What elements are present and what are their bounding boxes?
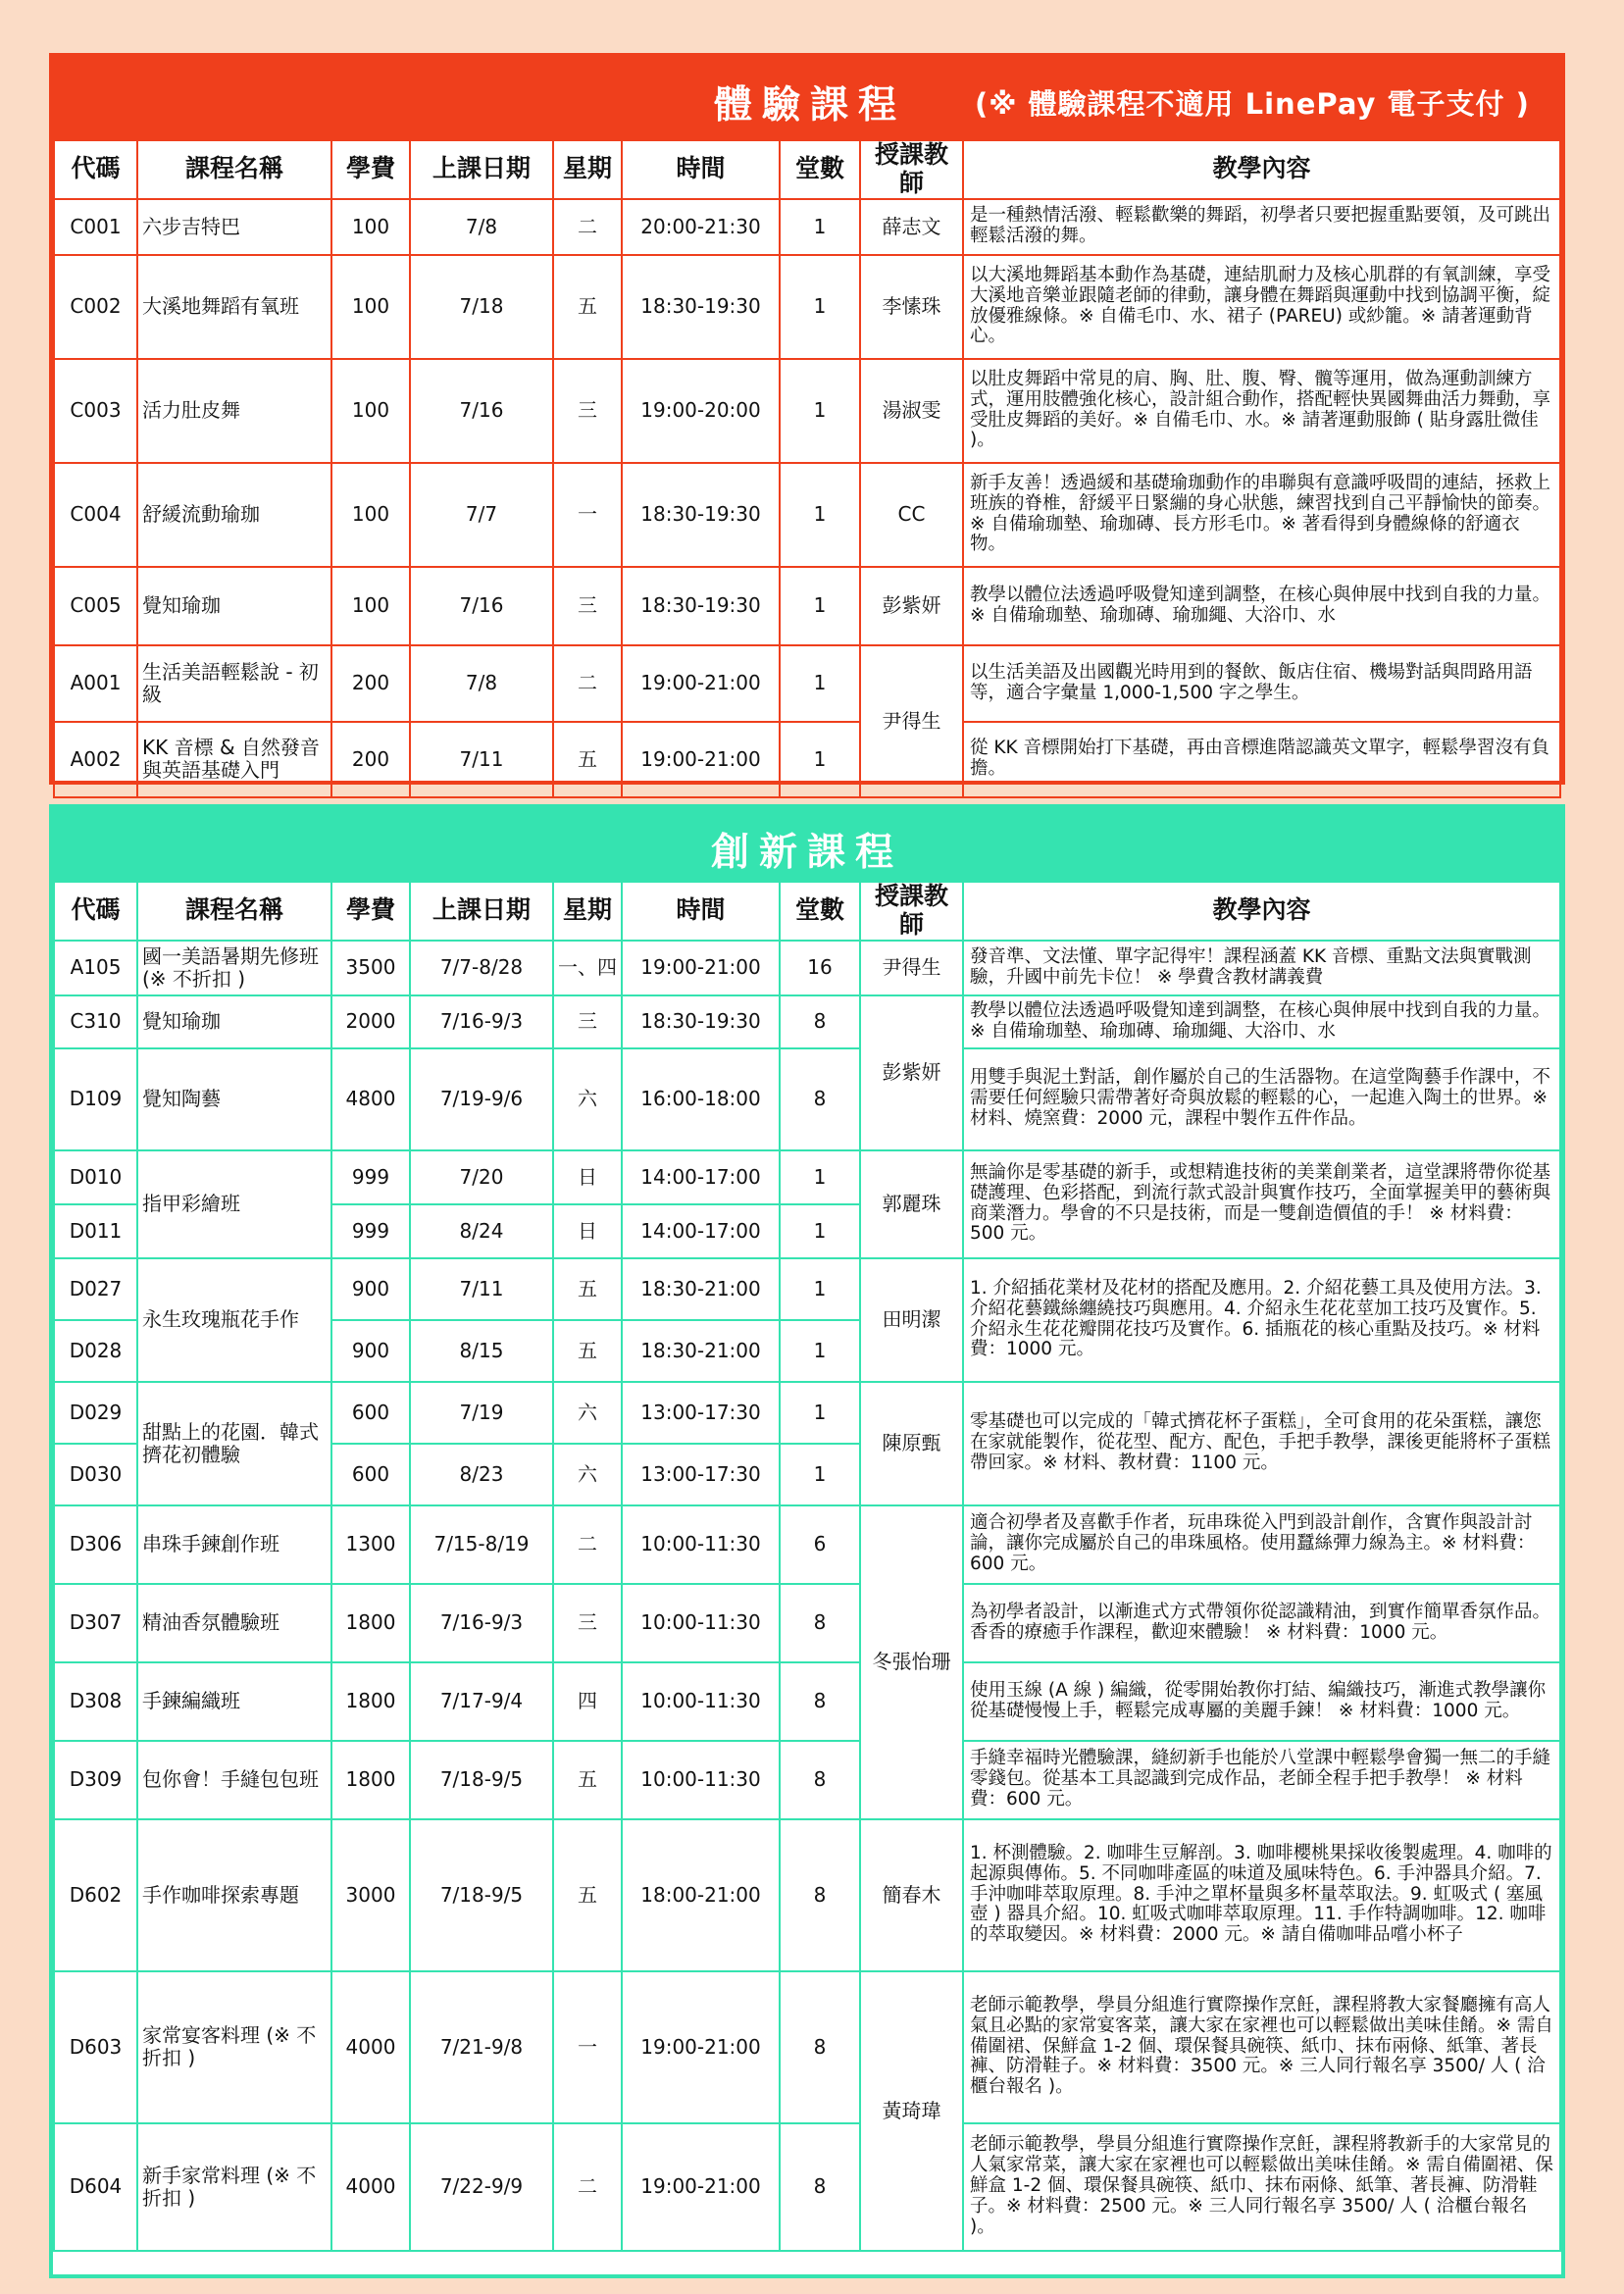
- course-time: 10:00-11:30: [622, 1662, 780, 1741]
- course-name: 精油香氛體驗班: [137, 1584, 331, 1662]
- course-code: D307: [54, 1584, 137, 1662]
- course-teacher: 黃琦瑋: [860, 1971, 963, 2251]
- course-date: 7/17-9/4: [410, 1662, 553, 1741]
- course-sessions: 1: [780, 359, 860, 463]
- course-sessions: 1: [780, 1258, 860, 1320]
- course-content: 老師示範教學，學員分組進行實際操作烹飪，課程將教大家餐廳擁有高人氣且必點的家常宴客菜，讓大家在家裡也可以輕鬆做出美味佳餚。※ 需自備圍裙、保鮮盒 1-2 個、環保餐具碗筷、紙巾、抹布兩條、紙筆、著長褲、防滑鞋子。※ 材料費：3500 元。※ 三人同行報名享 3500/ 人 ( 洽櫃台報名 )。: [963, 1971, 1560, 2123]
- course-day: 五: [553, 255, 622, 359]
- course-name: 串珠手鍊創作班: [137, 1505, 331, 1584]
- course-content: 從 KK 音標開始打下基礎，再由音標進階認識英文單字，輕鬆學習沒有負擔。: [963, 722, 1560, 797]
- innovation-header: [53, 808, 1561, 881]
- course-fee: 100: [331, 567, 410, 645]
- course-code: C001: [54, 199, 137, 255]
- table-row: [54, 2123, 1560, 2251]
- course-name: 手鍊編織班: [137, 1662, 331, 1741]
- course-day: 五: [553, 1819, 622, 1971]
- course-fee: 100: [331, 463, 410, 567]
- course-code: D603: [54, 1971, 137, 2123]
- column-header: 上課日期: [410, 140, 553, 199]
- table-row: [54, 1819, 1560, 1971]
- course-content: 老師示範教學，學員分組進行實際操作烹飪，課程將教新手的大家常見的人氣家常菜，讓大家在家裡也可以輕鬆做出美味佳餚。※ 需自備圍裙、保鮮盒 1-2 個、環保餐具碗筷、紙巾、抹布兩條、紙筆、著長褲、防滑鞋子。※ 材料費：2500 元。※ 三人同行報名享 3500/ 人 ( 洽櫃台報名 )。: [963, 2123, 1560, 2251]
- course-fee: 900: [331, 1258, 410, 1320]
- course-date: 8/23: [410, 1444, 553, 1505]
- course-date: 7/20: [410, 1150, 553, 1204]
- course-date: 7/16: [410, 359, 553, 463]
- course-content: 以大溪地舞蹈基本動作為基礎，連結肌耐力及核心肌群的有氧訓練，享受大溪地音樂並跟隨老師的律動，讓身體在舞蹈與運動中找到協調平衡，綻放優雅線條。※ 自備毛巾、水、裙子 (PAREU) 或紗籠。※ 請著運動背心。: [963, 255, 1560, 359]
- course-name: 舒緩流動瑜珈: [137, 463, 331, 567]
- course-code: D306: [54, 1505, 137, 1584]
- course-content: 新手友善！透過緩和基礎瑜珈動作的串聯與有意識呼吸間的連結，拯救上班族的脊椎，舒緩平日緊繃的身心狀態，練習找到自己平靜愉快的節奏。※ 自備瑜珈墊、瑜珈磚、長方形毛巾。※ 著看得到身體線條的舒適衣物。: [963, 463, 1560, 567]
- course-content: 1. 介紹插花業材及花材的搭配及應用。2. 介紹花藝工具及使用方法。3. 介紹花藝鐵絲纏繞技巧與應用。4. 介紹永生花花莖加工技巧及實作。5. 介紹永生花花瓣開花技巧及實作。6. 插瓶花的核心重點及技巧。※ 材料費：1000 元。: [963, 1258, 1560, 1382]
- course-name: 大溪地舞蹈有氧班: [137, 255, 331, 359]
- course-sessions: 8: [780, 1584, 860, 1662]
- course-name: 生活美語輕鬆說 - 初級: [137, 645, 331, 722]
- course-code: D029: [54, 1382, 137, 1444]
- course-name: 永生玫瑰瓶花手作: [137, 1258, 331, 1382]
- course-time: 13:00-17:30: [622, 1382, 780, 1444]
- course-fee: 4000: [331, 1971, 410, 2123]
- course-date: 8/24: [410, 1204, 553, 1258]
- course-name: 覺知陶藝: [137, 1048, 331, 1150]
- course-code: C002: [54, 255, 137, 359]
- experience-section: [49, 53, 1565, 785]
- course-time: 18:30-19:30: [622, 255, 780, 359]
- table-row: [54, 255, 1560, 359]
- course-teacher: 田明潔: [860, 1258, 963, 1382]
- course-sessions: 8: [780, 2123, 860, 2251]
- course-sessions: 1: [780, 1444, 860, 1505]
- course-day: 二: [553, 645, 622, 722]
- course-time: 18:30-19:30: [622, 995, 780, 1048]
- course-sessions: 8: [780, 995, 860, 1048]
- course-time: 10:00-11:30: [622, 1584, 780, 1662]
- course-day: 三: [553, 359, 622, 463]
- course-day: 一: [553, 1971, 622, 2123]
- course-time: 19:00-21:00: [622, 1971, 780, 2123]
- table-row: [54, 1258, 1560, 1320]
- course-date: 7/11: [410, 1258, 553, 1320]
- course-fee: 200: [331, 722, 410, 797]
- course-fee: 3000: [331, 1819, 410, 1971]
- course-teacher: 李愫珠: [860, 255, 963, 359]
- course-name: 新手家常料理 (※ 不折扣 ): [137, 2123, 331, 2251]
- table-row: [54, 199, 1560, 255]
- table-row: [54, 1662, 1560, 1741]
- course-sessions: 1: [780, 255, 860, 359]
- course-sessions: 1: [780, 199, 860, 255]
- course-date: 7/18-9/5: [410, 1741, 553, 1819]
- course-content: 使用玉線 (A 線 ) 編織，從零開始教你打結、編織技巧，漸進式教學讓你從基礎慢慢上手，輕鬆完成專屬的美麗手鍊！ ※ 材料費：1000 元。: [963, 1662, 1560, 1741]
- course-name: 活力肚皮舞: [137, 359, 331, 463]
- course-sessions: 1: [780, 463, 860, 567]
- course-teacher: 彭紫妍: [860, 995, 963, 1150]
- course-content: 發音準、文法懂、單字記得牢！課程涵蓋 KK 音標、重點文法與實戰測驗，升國中前先卡位！ ※ 學費含教材講義費: [963, 941, 1560, 995]
- course-fee: 1800: [331, 1662, 410, 1741]
- course-teacher: CC: [860, 463, 963, 567]
- course-fee: 100: [331, 359, 410, 463]
- table-row: [54, 1741, 1560, 1819]
- course-day: 一: [553, 463, 622, 567]
- course-date: 7/22-9/9: [410, 2123, 553, 2251]
- course-sessions: 1: [780, 645, 860, 722]
- table-row: [54, 995, 1560, 1048]
- course-content: 無論你是零基礎的新手，或想精進技術的美業創業者，這堂課將帶你從基礎護理、色彩搭配，到流行款式設計與實作技巧，全面掌握美甲的藝術與商業潛力。學會的不只是技術，而是一雙創造價值的手！ ※ 材料費：500 元。: [963, 1150, 1560, 1258]
- course-day: 六: [553, 1382, 622, 1444]
- course-sessions: 1: [780, 722, 860, 797]
- course-date: 7/21-9/8: [410, 1971, 553, 2123]
- course-name: KK 音標 & 自然發音與英語基礎入門: [137, 722, 331, 797]
- table-row: [54, 1584, 1560, 1662]
- course-teacher: 彭紫妍: [860, 567, 963, 645]
- course-fee: 999: [331, 1150, 410, 1204]
- course-code: D109: [54, 1048, 137, 1150]
- course-sessions: 1: [780, 1204, 860, 1258]
- course-fee: 1300: [331, 1505, 410, 1584]
- course-name: 家常宴客料理 (※ 不折扣 ): [137, 1971, 331, 2123]
- experience-table: [53, 139, 1561, 798]
- column-header: 授課教師: [860, 882, 963, 941]
- column-header: 學費: [331, 140, 410, 199]
- course-teacher: 冬張怡珊: [860, 1505, 963, 1819]
- course-time: 19:00-21:00: [622, 2123, 780, 2251]
- course-day: 二: [553, 2123, 622, 2251]
- course-time: 18:00-21:00: [622, 1819, 780, 1971]
- course-day: 四: [553, 1662, 622, 1741]
- table-row: [54, 463, 1560, 567]
- course-date: 7/18: [410, 255, 553, 359]
- course-content: 零基礎也可以完成的「韓式擠花杯子蛋糕」，全可食用的花朵蛋糕，讓您在家就能製作，從花型、配方、配色，手把手教學，課後更能將杯子蛋糕帶回家。※ 材料、教材費：1100 元。: [963, 1382, 1560, 1505]
- course-code: D010: [54, 1150, 137, 1204]
- course-fee: 4000: [331, 2123, 410, 2251]
- table-row: [54, 359, 1560, 463]
- course-content: 手縫幸福時光體驗課，縫紉新手也能於八堂課中輕鬆學會獨一無二的手縫零錢包。從基本工具認識到完成作品，老師全程手把手教學！ ※ 材料費：600 元。: [963, 1741, 1560, 1819]
- column-header: 授課教師: [860, 140, 963, 199]
- course-fee: 600: [331, 1444, 410, 1505]
- course-time: 16:00-18:00: [622, 1048, 780, 1150]
- course-fee: 1800: [331, 1584, 410, 1662]
- course-day: 五: [553, 1258, 622, 1320]
- course-code: D011: [54, 1204, 137, 1258]
- course-fee: 4800: [331, 1048, 410, 1150]
- course-sessions: 6: [780, 1505, 860, 1584]
- course-code: A001: [54, 645, 137, 722]
- course-content: 以肚皮舞蹈中常見的肩、胸、肚、腹、臀、髖等運用，做為運動訓練方式，運用肢體強化核心，設計組合動作，搭配輕快異國舞曲活力舞動，享受肚皮舞蹈的美好。※ 自備毛巾、水。※ 請著運動服飾 ( 貼身露肚微佳 )。: [963, 359, 1560, 463]
- innovation-section: [49, 804, 1565, 2278]
- course-name: 覺知瑜珈: [137, 567, 331, 645]
- innovation-header-row: [54, 882, 1560, 941]
- course-sessions: 8: [780, 1048, 860, 1150]
- course-day: 一、四: [553, 941, 622, 995]
- course-code: D027: [54, 1258, 137, 1320]
- course-sessions: 8: [780, 1662, 860, 1741]
- course-time: 14:00-17:00: [622, 1204, 780, 1258]
- column-header: 學費: [331, 882, 410, 941]
- course-code: D602: [54, 1819, 137, 1971]
- course-teacher: 薛志文: [860, 199, 963, 255]
- course-date: 7/19-9/6: [410, 1048, 553, 1150]
- course-fee: 999: [331, 1204, 410, 1258]
- course-fee: 100: [331, 255, 410, 359]
- experience-title: 體驗課程: [714, 83, 907, 127]
- course-time: 19:00-21:00: [622, 645, 780, 722]
- course-content: 為初學者設計，以漸進式方式帶領你從認識精油，到實作簡單香氛作品。香香的療癒手作課程，歡迎來體驗！ ※ 材料費：1000 元。: [963, 1584, 1560, 1662]
- course-code: A105: [54, 941, 137, 995]
- course-time: 18:30-21:00: [622, 1320, 780, 1382]
- course-time: 18:30-19:30: [622, 567, 780, 645]
- course-code: C310: [54, 995, 137, 1048]
- course-fee: 200: [331, 645, 410, 722]
- course-date: 8/15: [410, 1320, 553, 1382]
- course-fee: 1800: [331, 1741, 410, 1819]
- course-date: 7/11: [410, 722, 553, 797]
- table-row: [54, 722, 1560, 797]
- course-sessions: 1: [780, 1150, 860, 1204]
- course-time: 10:00-11:30: [622, 1505, 780, 1584]
- course-day: 六: [553, 1048, 622, 1150]
- course-fee: 2000: [331, 995, 410, 1048]
- column-header: 堂數: [780, 140, 860, 199]
- course-teacher: 郭麗珠: [860, 1150, 963, 1258]
- course-time: 18:30-19:30: [622, 463, 780, 567]
- table-row: [54, 1505, 1560, 1584]
- course-fee: 600: [331, 1382, 410, 1444]
- course-time: 19:00-20:00: [622, 359, 780, 463]
- course-date: 7/16-9/3: [410, 995, 553, 1048]
- course-name: 甜點上的花園．韓式擠花初體驗: [137, 1382, 331, 1505]
- course-teacher: 尹得生: [860, 645, 963, 797]
- course-name: 六步吉特巴: [137, 199, 331, 255]
- experience-note: (※ 體驗課程不適用 LinePay 電子支付 ): [975, 87, 1530, 121]
- course-content: 以生活美語及出國觀光時用到的餐飲、飯店住宿、機場對話與問路用語等，適合字彙量 1,000-1,500 字之學生。: [963, 645, 1560, 722]
- table-row: [54, 645, 1560, 722]
- course-content: 1. 杯測體驗。2. 咖啡生豆解剖。3. 咖啡櫻桃果採收後製處理。4. 咖啡的起源與傳佈。5. 不同咖啡產區的味道及風味特色。6. 手沖器具介紹。7. 手沖咖啡萃取原理。8. 手沖之單杯量與多杯量萃取法。9. 虹吸式 ( 塞風壺 ) 器具介紹。10. 虹吸式咖啡萃取原理。11. 手作特調咖啡。12. 咖啡的萃取變因。※ 材料費：2000 元。※ 請自備咖啡品嚐小杯子: [963, 1819, 1560, 1971]
- experience-header: [53, 57, 1561, 139]
- column-header: 代碼: [54, 882, 137, 941]
- course-date: 7/7-8/28: [410, 941, 553, 995]
- course-code: D308: [54, 1662, 137, 1741]
- innovation-table: [53, 881, 1561, 2252]
- course-date: 7/16-9/3: [410, 1584, 553, 1662]
- course-day: 日: [553, 1150, 622, 1204]
- course-date: 7/7: [410, 463, 553, 567]
- course-time: 13:00-17:30: [622, 1444, 780, 1505]
- table-row: [54, 567, 1560, 645]
- course-sessions: 8: [780, 1741, 860, 1819]
- course-date: 7/18-9/5: [410, 1819, 553, 1971]
- course-teacher: 陳原甄: [860, 1382, 963, 1505]
- column-header: 星期: [553, 882, 622, 941]
- experience-header-row: [54, 140, 1560, 199]
- course-teacher: 簡春木: [860, 1819, 963, 1971]
- course-day: 三: [553, 1584, 622, 1662]
- course-content: 適合初學者及喜歡手作者，玩串珠從入門到設計創作，含實作與設計討論，讓你完成屬於自己的串珠風格。使用蠶絲彈力線為主。※ 材料費：600 元。: [963, 1505, 1560, 1584]
- course-code: C003: [54, 359, 137, 463]
- column-header: 代碼: [54, 140, 137, 199]
- course-date: 7/8: [410, 199, 553, 255]
- course-date: 7/19: [410, 1382, 553, 1444]
- course-code: D028: [54, 1320, 137, 1382]
- course-date: 7/8: [410, 645, 553, 722]
- course-time: 19:00-21:00: [622, 941, 780, 995]
- course-sessions: 8: [780, 1819, 860, 1971]
- course-code: D604: [54, 2123, 137, 2251]
- course-fee: 3500: [331, 941, 410, 995]
- column-header: 時間: [622, 140, 780, 199]
- column-header: 課程名稱: [137, 882, 331, 941]
- course-day: 二: [553, 199, 622, 255]
- course-sessions: 1: [780, 567, 860, 645]
- course-date: 7/16: [410, 567, 553, 645]
- course-name: 國一美語暑期先修班 (※ 不折扣 ): [137, 941, 331, 995]
- column-header: 上課日期: [410, 882, 553, 941]
- table-row: [54, 1048, 1560, 1150]
- course-date: 7/15-8/19: [410, 1505, 553, 1584]
- course-sessions: 16: [780, 941, 860, 995]
- innovation-title: 創新課程: [710, 831, 903, 875]
- course-fee: 100: [331, 199, 410, 255]
- course-sessions: 1: [780, 1320, 860, 1382]
- table-row: [54, 1971, 1560, 2123]
- course-day: 五: [553, 1741, 622, 1819]
- table-row: [54, 1150, 1560, 1204]
- course-teacher: 尹得生: [860, 941, 963, 995]
- course-name: 覺知瑜珈: [137, 995, 331, 1048]
- course-content: 是一種熱情活潑、輕鬆歡樂的舞蹈，初學者只要把握重點要領，及可跳出輕鬆活潑的舞。: [963, 199, 1560, 255]
- course-sessions: 1: [780, 1382, 860, 1444]
- course-day: 三: [553, 995, 622, 1048]
- course-name: 手作咖啡探索專題: [137, 1819, 331, 1971]
- course-code: C005: [54, 567, 137, 645]
- column-header: 教學內容: [963, 140, 1560, 199]
- course-code: C004: [54, 463, 137, 567]
- table-row: [54, 941, 1560, 995]
- course-time: 14:00-17:00: [622, 1150, 780, 1204]
- course-teacher: 湯淑雯: [860, 359, 963, 463]
- course-fee: 900: [331, 1320, 410, 1382]
- course-sessions: 8: [780, 1971, 860, 2123]
- course-day: 二: [553, 1505, 622, 1584]
- course-name: 指甲彩繪班: [137, 1150, 331, 1258]
- column-header: 星期: [553, 140, 622, 199]
- course-day: 日: [553, 1204, 622, 1258]
- course-time: 10:00-11:30: [622, 1741, 780, 1819]
- course-code: A002: [54, 722, 137, 797]
- course-code: D030: [54, 1444, 137, 1505]
- course-content: 用雙手與泥土對話，創作屬於自己的生活器物。在這堂陶藝手作課中，不需要任何經驗只需帶著好奇與放鬆的輕鬆的心，一起進入陶土的世界。※ 材料、燒窯費：2000 元，課程中製作五件作品。: [963, 1048, 1560, 1150]
- course-content: 教學以體位法透過呼吸覺知達到調整，在核心與伸展中找到自我的力量。※ 自備瑜珈墊、瑜珈磚、瑜珈繩、大浴巾、水: [963, 567, 1560, 645]
- course-time: 18:30-21:00: [622, 1258, 780, 1320]
- column-header: 課程名稱: [137, 140, 331, 199]
- course-content: 教學以體位法透過呼吸覺知達到調整，在核心與伸展中找到自我的力量。※ 自備瑜珈墊、瑜珈磚、瑜珈繩、大浴巾、水: [963, 995, 1560, 1048]
- course-time: 19:00-21:00: [622, 722, 780, 797]
- course-day: 五: [553, 722, 622, 797]
- column-header: 堂數: [780, 882, 860, 941]
- column-header: 教學內容: [963, 882, 1560, 941]
- course-day: 六: [553, 1444, 622, 1505]
- course-code: D309: [54, 1741, 137, 1819]
- course-day: 三: [553, 567, 622, 645]
- column-header: 時間: [622, 882, 780, 941]
- table-row: [54, 1382, 1560, 1444]
- course-name: 包你會！手縫包包班: [137, 1741, 331, 1819]
- course-time: 20:00-21:30: [622, 199, 780, 255]
- course-day: 五: [553, 1320, 622, 1382]
